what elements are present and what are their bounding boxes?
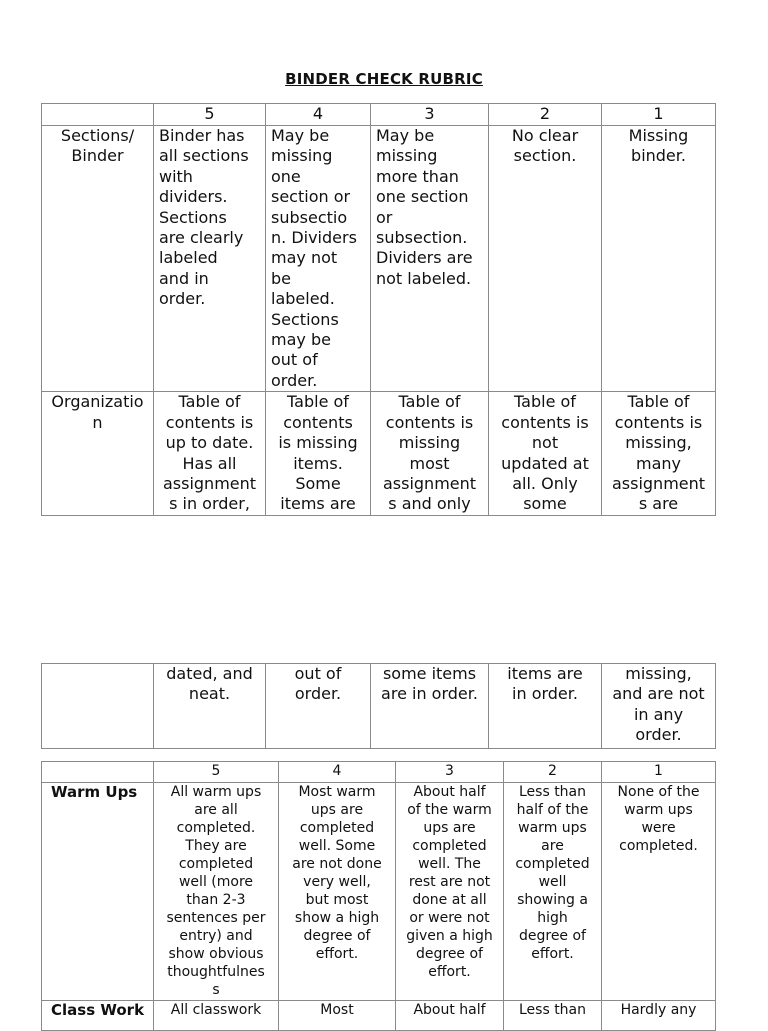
document-title: BINDER CHECK RUBRIC <box>285 70 483 88</box>
rubric-table-work <box>41 761 716 1031</box>
rubric-cell-1: None of the warm ups were completed. <box>602 783 716 1001</box>
rubric-cell-3: About half <box>396 1001 504 1031</box>
header-cell-blank <box>42 762 154 783</box>
header-cell-score-1: 1 <box>602 104 716 126</box>
header-cell-blank <box>42 104 154 126</box>
criterion-cell: Sections/ Binder <box>42 126 154 392</box>
rubric-cell-2: items are in order. <box>489 664 602 749</box>
rubric-cell-1: Hardly any <box>602 1001 716 1031</box>
rubric-cell-3: May be missing more than one section or subsection. Dividers are not labeled. <box>371 126 489 392</box>
table-row-sections-binder <box>42 126 716 392</box>
rubric-cell-2: Less than <box>504 1001 602 1031</box>
criterion-cell <box>42 664 154 749</box>
rubric-cell-5: Table of contents is up to date. Has all assignment s in order, <box>154 392 266 515</box>
table-row-organization <box>42 392 716 515</box>
rubric-table-continuation <box>41 663 716 749</box>
rubric-cell-4: Table of contents is missing items. Some items are <box>266 392 371 515</box>
criterion-cell: Warm Ups <box>42 783 154 1001</box>
header-cell-score-2: 2 <box>489 104 602 126</box>
rubric-cell-5: Binder has all sections with dividers. Sections are clearly labeled and in order. <box>154 126 266 392</box>
header-cell-score-3: 3 <box>396 762 504 783</box>
header-cell-score-3: 3 <box>371 104 489 126</box>
header-row <box>42 762 716 783</box>
table-row-organization-continued <box>42 664 716 749</box>
rubric-table-binder <box>41 103 716 516</box>
table-row-warm-ups <box>42 783 716 1001</box>
rubric-cell-5: dated, and neat. <box>154 664 266 749</box>
rubric-cell-1: missing, and are not in any order. <box>602 664 716 749</box>
header-cell-score-5: 5 <box>154 104 266 126</box>
rubric-cell-3: About half of the warm ups are completed well. The rest are not done at all or were not given a high degree of effort. <box>396 783 504 1001</box>
rubric-cell-4: Most warm ups are completed well. Some are not done very well, but most show a high degree of effort. <box>279 783 396 1001</box>
header-cell-score-2: 2 <box>504 762 602 783</box>
rubric-cell-4: out of order. <box>266 664 371 749</box>
rubric-cell-5: All classwork <box>154 1001 279 1031</box>
criterion-cell: Class Work <box>42 1001 154 1031</box>
criterion-cell: Organizatio n <box>42 392 154 515</box>
header-cell-score-4: 4 <box>279 762 396 783</box>
rubric-cell-1: Missing binder. <box>602 126 716 392</box>
header-row <box>42 104 716 126</box>
header-cell-score-1: 1 <box>602 762 716 783</box>
header-cell-score-4: 4 <box>266 104 371 126</box>
rubric-cell-2: No clear section. <box>489 126 602 392</box>
rubric-cell-4: May be missing one section or subsectio n. Dividers may not be labeled. Sections may be out of order. <box>266 126 371 392</box>
rubric-cell-3: Table of contents is missing most assignment s and only <box>371 392 489 515</box>
rubric-cell-1: Table of contents is missing, many assignment s are <box>602 392 716 515</box>
header-cell-score-5: 5 <box>154 762 279 783</box>
rubric-cell-2: Table of contents is not updated at all. Only some <box>489 392 602 515</box>
rubric-cell-3: some items are in order. <box>371 664 489 749</box>
rubric-cell-4: Most <box>279 1001 396 1031</box>
rubric-cell-2: Less than half of the warm ups are completed well showing a high degree of effort. <box>504 783 602 1001</box>
rubric-cell-5: All warm ups are all completed. They are completed well (more than 2-3 sentences per entry) and show obvious thoughtfulnes s <box>154 783 279 1001</box>
table-row-class-work <box>42 1001 716 1031</box>
